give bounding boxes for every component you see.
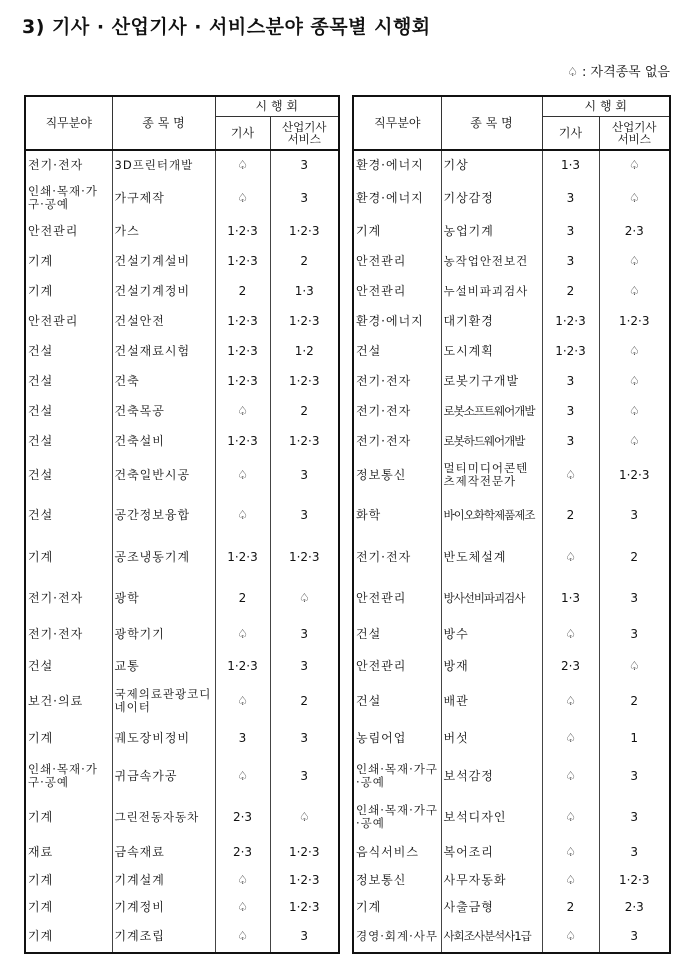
gisa-cell: 1·2·3 [215, 336, 270, 366]
field-cell: 전기·전자 [353, 426, 441, 456]
gisa-cell: 2 [542, 893, 599, 921]
sanup-cell: 2 [599, 536, 670, 578]
field-cell: 경영·회계·사무 [353, 921, 441, 953]
table-row [353, 150, 670, 180]
spade-icon: ♤ [215, 867, 270, 893]
field-cell: 건설 [25, 456, 112, 494]
gisa-cell: 1·2·3 [215, 216, 270, 246]
header-gisa: 기사 [542, 117, 599, 151]
spade-icon: ♤ [270, 797, 339, 837]
table-row [353, 306, 670, 336]
field-cell: 전기·전자 [353, 536, 441, 578]
table-row [353, 797, 670, 837]
sanup-cell: 1·2·3 [270, 867, 339, 893]
field-cell: 안전관리 [353, 578, 441, 618]
sanup-cell: 2·3 [599, 216, 670, 246]
table-row [25, 721, 339, 755]
gisa-cell: 1·2·3 [215, 246, 270, 276]
field-cell: 안전관리 [353, 276, 441, 306]
header-item: 종 목 명 [112, 96, 215, 150]
item-cell: 건축설비 [112, 426, 215, 456]
item-cell: 금속재료 [112, 837, 215, 867]
table-row [25, 921, 339, 953]
table-row [25, 494, 339, 536]
spade-icon: ♤ [215, 150, 270, 180]
item-cell: 로봇소프트웨어개발 [441, 396, 542, 426]
item-cell: 건축목공 [112, 396, 215, 426]
header-field: 직무분야 [353, 96, 441, 150]
field-cell: 화학 [353, 494, 441, 536]
item-cell: 교통 [112, 651, 215, 681]
item-cell: 사출금형 [441, 893, 542, 921]
table-row [25, 246, 339, 276]
sanup-cell: 1·3 [270, 276, 339, 306]
item-cell: 국제의료관광코디네이터 [112, 681, 215, 721]
item-cell: 건설재료시험 [112, 336, 215, 366]
field-cell: 기계 [353, 216, 441, 246]
item-cell: 로봇하드웨어개발 [441, 426, 542, 456]
field-cell: 기계 [25, 921, 112, 953]
item-cell: 기계조립 [112, 921, 215, 953]
item-cell: 방재 [441, 651, 542, 681]
item-cell: 광학기기 [112, 618, 215, 651]
table-row [25, 336, 339, 366]
sanup-cell: 3 [270, 755, 339, 797]
item-cell: 가스 [112, 216, 215, 246]
field-cell: 전기·전자 [25, 150, 112, 180]
spade-icon: ♤ [215, 755, 270, 797]
item-cell: 광학 [112, 578, 215, 618]
field-cell: 환경·에너지 [353, 150, 441, 180]
table-row [353, 216, 670, 246]
spade-icon: ♤ [599, 396, 670, 426]
item-cell: 사무자동화 [441, 867, 542, 893]
gisa-cell: 2·3 [215, 837, 270, 867]
spade-icon: ♤ [542, 721, 599, 755]
field-cell: 건설 [353, 336, 441, 366]
spade-icon: ♤ [542, 681, 599, 721]
item-cell: 귀금속가공 [112, 755, 215, 797]
gisa-cell: 2·3 [542, 651, 599, 681]
field-cell: 환경·에너지 [353, 306, 441, 336]
gisa-cell: 3 [542, 396, 599, 426]
sanup-cell: 1·2·3 [270, 893, 339, 921]
spade-icon: ♤ [215, 618, 270, 651]
item-cell: 건설기계정비 [112, 276, 215, 306]
sanup-cell: 3 [270, 150, 339, 180]
sanup-cell: 3 [599, 837, 670, 867]
table-row [25, 366, 339, 396]
item-cell: 건축일반시공 [112, 456, 215, 494]
spade-icon: ♤ [215, 921, 270, 953]
gisa-cell: 3 [542, 216, 599, 246]
table-row [25, 837, 339, 867]
sanup-cell: 1·2·3 [599, 456, 670, 494]
sanup-cell: 3 [599, 578, 670, 618]
field-cell: 전기·전자 [353, 366, 441, 396]
table-row [25, 651, 339, 681]
gisa-cell: 2 [542, 494, 599, 536]
sanup-cell: 3 [270, 721, 339, 755]
table-row [353, 366, 670, 396]
table-row [353, 681, 670, 721]
spade-icon: ♤ [215, 180, 270, 216]
gisa-cell: 1·3 [542, 150, 599, 180]
gisa-cell: 1·2·3 [215, 651, 270, 681]
sanup-cell: 3 [270, 921, 339, 953]
sanup-cell: 1·2·3 [599, 867, 670, 893]
spade-icon: ♤ [599, 276, 670, 306]
spade-icon: ♤ [599, 336, 670, 366]
table-row [353, 336, 670, 366]
sanup-cell: 1·2·3 [270, 216, 339, 246]
field-cell: 기계 [353, 893, 441, 921]
field-cell: 안전관리 [25, 306, 112, 336]
sanup-cell: 1·2·3 [270, 306, 339, 336]
gisa-cell: 2 [215, 276, 270, 306]
table-row [353, 180, 670, 216]
gisa-cell: 3 [542, 426, 599, 456]
gisa-cell: 3 [542, 366, 599, 396]
item-cell: 공조냉동기계 [112, 536, 215, 578]
item-cell: 멀티미디어콘텐츠제작전문가 [441, 456, 542, 494]
spade-icon: ♤ [567, 65, 578, 79]
item-cell: 반도체설계 [441, 536, 542, 578]
field-cell: 음식서비스 [353, 837, 441, 867]
table-row [353, 276, 670, 306]
field-cell: 기계 [25, 867, 112, 893]
field-cell: 인쇄·목재·가구·공예 [25, 755, 112, 797]
header-gisa: 기사 [215, 117, 270, 151]
item-cell: 건설안전 [112, 306, 215, 336]
table-row [25, 578, 339, 618]
spade-icon: ♤ [599, 180, 670, 216]
field-cell: 건설 [353, 681, 441, 721]
spade-icon: ♤ [542, 536, 599, 578]
field-cell: 환경·에너지 [353, 180, 441, 216]
gisa-cell: 1·2·3 [215, 536, 270, 578]
item-cell: 기상 [441, 150, 542, 180]
sanup-cell: 1·2·3 [270, 837, 339, 867]
spade-icon: ♤ [215, 494, 270, 536]
field-cell: 건설 [25, 651, 112, 681]
table-row [353, 536, 670, 578]
spade-icon: ♤ [542, 797, 599, 837]
field-cell: 기계 [25, 246, 112, 276]
table-row [353, 755, 670, 797]
field-cell: 건설 [25, 336, 112, 366]
gisa-cell: 1·2·3 [542, 306, 599, 336]
sanup-cell: 2 [599, 681, 670, 721]
field-cell: 기계 [25, 276, 112, 306]
field-cell: 기계 [25, 797, 112, 837]
field-cell: 기계 [25, 536, 112, 578]
item-cell: 버섯 [441, 721, 542, 755]
page-title: 3) 기사 · 산업기사 · 서비스분야 종목별 시행회 [22, 16, 431, 38]
item-cell: 누설비파괴검사 [441, 276, 542, 306]
field-cell: 전기·전자 [25, 578, 112, 618]
gisa-cell: 2 [215, 578, 270, 618]
table-body-left [25, 150, 339, 953]
table-row [353, 578, 670, 618]
field-cell: 전기·전자 [25, 618, 112, 651]
table-row [353, 837, 670, 867]
field-cell: 건설 [25, 426, 112, 456]
sanup-cell: 3 [599, 755, 670, 797]
table-row [25, 536, 339, 578]
field-cell: 농림어업 [353, 721, 441, 755]
gisa-cell: 3 [542, 246, 599, 276]
sanup-cell: 1·2·3 [270, 366, 339, 396]
field-cell: 인쇄·목재·가구·공예 [353, 755, 441, 797]
field-cell: 인쇄·목재·가구·공예 [25, 180, 112, 216]
table-row [25, 306, 339, 336]
item-cell: 기계설계 [112, 867, 215, 893]
table-row [353, 921, 670, 953]
item-cell: 배관 [441, 681, 542, 721]
table-body-right [353, 150, 670, 953]
item-cell: 대기환경 [441, 306, 542, 336]
field-cell: 재료 [25, 837, 112, 867]
table-row [353, 721, 670, 755]
field-cell: 보건·의료 [25, 681, 112, 721]
item-cell: 그린전동자동차 [112, 797, 215, 837]
sanup-cell: 2 [270, 246, 339, 276]
item-cell: 사회조사분석사1급 [441, 921, 542, 953]
table-row [353, 456, 670, 494]
schedule-table-left [24, 95, 340, 954]
spade-icon: ♤ [599, 426, 670, 456]
sanup-cell: 3 [599, 618, 670, 651]
table-row [25, 216, 339, 246]
field-cell: 정보통신 [353, 867, 441, 893]
spade-icon: ♤ [542, 618, 599, 651]
gisa-cell: 1·2·3 [215, 426, 270, 456]
spade-icon: ♤ [270, 578, 339, 618]
gisa-cell: 1·2·3 [215, 366, 270, 396]
item-cell: 건축 [112, 366, 215, 396]
table-row [25, 618, 339, 651]
sanup-cell: 3 [270, 651, 339, 681]
sanup-cell: 3 [270, 180, 339, 216]
spade-icon: ♤ [599, 366, 670, 396]
gisa-cell: 2·3 [215, 797, 270, 837]
table-row [25, 755, 339, 797]
field-cell: 건설 [25, 366, 112, 396]
spade-icon: ♤ [599, 651, 670, 681]
gisa-cell: 1·2·3 [542, 336, 599, 366]
sanup-cell: 3 [270, 618, 339, 651]
field-cell: 안전관리 [25, 216, 112, 246]
spade-icon: ♤ [215, 396, 270, 426]
table-row [353, 494, 670, 536]
sanup-cell: 2 [270, 396, 339, 426]
table-row [25, 276, 339, 306]
table-row [25, 150, 339, 180]
header-sanup: 산업기사 서비스 [599, 117, 670, 151]
sanup-cell: 3 [270, 494, 339, 536]
header-field: 직무분야 [25, 96, 112, 150]
table-row [353, 867, 670, 893]
table-row [25, 426, 339, 456]
table-row [25, 681, 339, 721]
table-row [25, 456, 339, 494]
spade-icon: ♤ [542, 867, 599, 893]
item-cell: 가구제작 [112, 180, 215, 216]
gisa-cell: 2 [542, 276, 599, 306]
header-rounds: 시 행 회 [542, 96, 670, 117]
sanup-cell: 1·2 [270, 336, 339, 366]
field-cell: 건설 [25, 494, 112, 536]
spade-icon: ♤ [542, 921, 599, 953]
field-cell: 정보통신 [353, 456, 441, 494]
item-cell: 로봇기구개발 [441, 366, 542, 396]
item-cell: 기계정비 [112, 893, 215, 921]
table-row [353, 893, 670, 921]
table-row [25, 797, 339, 837]
item-cell: 보석디자인 [441, 797, 542, 837]
table-row [353, 651, 670, 681]
field-cell: 건설 [25, 396, 112, 426]
table-row [353, 246, 670, 276]
spade-icon: ♤ [542, 755, 599, 797]
item-cell: 복어조리 [441, 837, 542, 867]
sanup-cell: 1 [599, 721, 670, 755]
item-cell: 농작업안전보건 [441, 246, 542, 276]
table-row [25, 180, 339, 216]
field-cell: 건설 [353, 618, 441, 651]
spade-icon: ♤ [215, 456, 270, 494]
sanup-cell: 3 [599, 797, 670, 837]
gisa-cell: 1·3 [542, 578, 599, 618]
item-cell: 건설기계설비 [112, 246, 215, 276]
spade-icon: ♤ [215, 893, 270, 921]
header-sanup: 산업기사 서비스 [270, 117, 339, 151]
field-cell: 전기·전자 [353, 396, 441, 426]
sanup-cell: 2 [270, 681, 339, 721]
sanup-cell: 1·2·3 [599, 306, 670, 336]
item-cell: 바이오화학제품제조 [441, 494, 542, 536]
item-cell: 기상감정 [441, 180, 542, 216]
header-rounds: 시 행 회 [215, 96, 339, 117]
field-cell: 안전관리 [353, 246, 441, 276]
sanup-cell: 3 [599, 921, 670, 953]
item-cell: 3D프린터개발 [112, 150, 215, 180]
gisa-cell: 3 [215, 721, 270, 755]
field-cell: 인쇄·목재·가구·공예 [353, 797, 441, 837]
item-cell: 방수 [441, 618, 542, 651]
sanup-cell: 1·2·3 [270, 426, 339, 456]
sanup-cell: 3 [270, 456, 339, 494]
gisa-cell: 3 [542, 180, 599, 216]
legend [567, 61, 670, 80]
item-cell: 농업기계 [441, 216, 542, 246]
field-cell: 안전관리 [353, 651, 441, 681]
sanup-cell: 3 [599, 494, 670, 536]
spade-icon: ♤ [542, 837, 599, 867]
table-row [25, 893, 339, 921]
table-row [353, 426, 670, 456]
legend-text: : 자격종목 없음 [582, 65, 670, 80]
table-row [353, 396, 670, 426]
field-cell: 기계 [25, 893, 112, 921]
spade-icon: ♤ [599, 246, 670, 276]
spade-icon: ♤ [599, 150, 670, 180]
item-cell: 도시계획 [441, 336, 542, 366]
field-cell: 기계 [25, 721, 112, 755]
header-item: 종 목 명 [441, 96, 542, 150]
spade-icon: ♤ [542, 456, 599, 494]
table-row [25, 867, 339, 893]
sanup-cell: 1·2·3 [270, 536, 339, 578]
table-row [353, 618, 670, 651]
sanup-cell: 2·3 [599, 893, 670, 921]
spade-icon: ♤ [215, 681, 270, 721]
gisa-cell: 1·2·3 [215, 306, 270, 336]
item-cell: 궤도장비정비 [112, 721, 215, 755]
schedule-table-right [352, 95, 671, 954]
item-cell: 방사선비파괴검사 [441, 578, 542, 618]
item-cell: 보석감정 [441, 755, 542, 797]
item-cell: 공간정보융합 [112, 494, 215, 536]
table-row [25, 396, 339, 426]
